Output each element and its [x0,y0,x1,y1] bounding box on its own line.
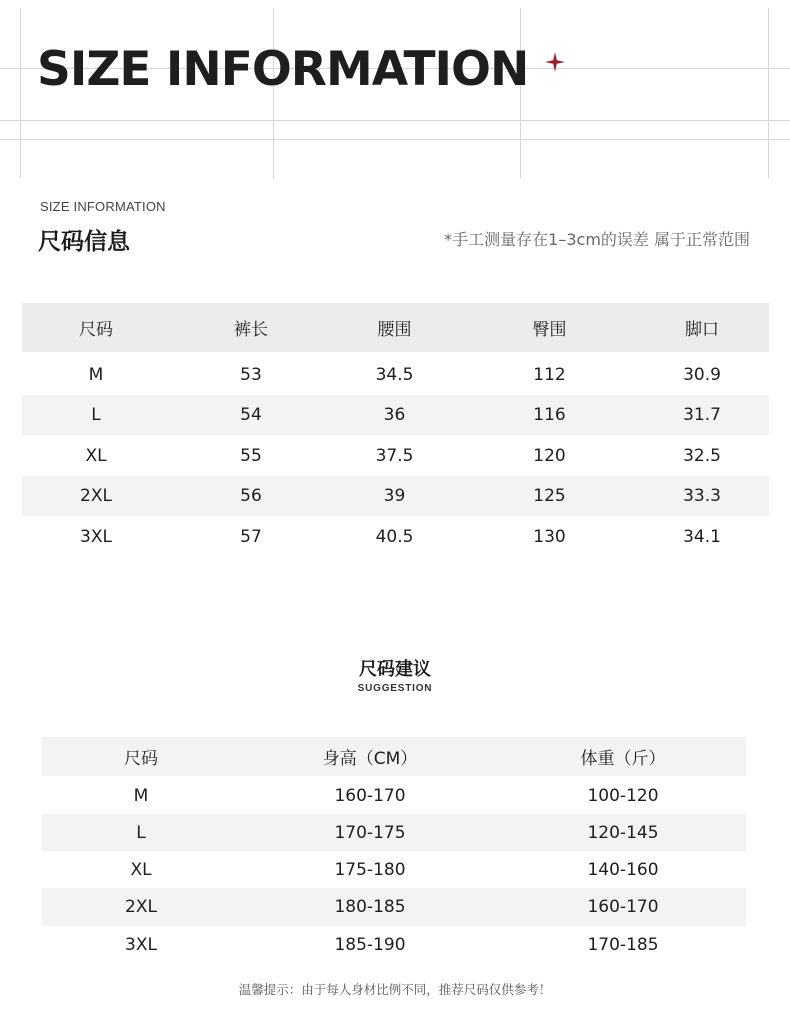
table-header-row [42,737,746,776]
section-subtitle-en: SIZE INFORMATION [40,199,166,214]
table-row [42,926,746,963]
table-cell: 53 [240,365,262,385]
table-cell: M [133,785,149,806]
table-cell: 120 [533,445,566,466]
table-cell: 140-160 [587,859,659,880]
table-cell: 39 [383,486,406,506]
table-cell: 112 [533,365,566,385]
table-cell: 2XL [80,486,112,506]
grid-line [20,8,21,178]
header-cell-weight: 体重（斤） [580,749,666,769]
page-title: SIZE INFORMATION [37,42,529,97]
table-row [42,814,746,851]
header-cell-size: 尺码 [79,320,113,340]
table-cell: M [88,365,104,385]
sparkle-star-icon [545,52,565,72]
table-cell: 170-185 [587,934,659,955]
table-cell: 30.9 [683,365,721,385]
table-cell: 31.7 [683,405,721,425]
header-cell-hip: 臀围 [532,320,567,340]
table-cell: 33.3 [683,486,721,506]
table-row [22,435,769,476]
table-cell: XL [130,859,152,880]
header-cell-height: 身高（CM） [322,749,418,769]
header-cell-waist: 腰围 [377,320,412,340]
table-cell: 54 [240,405,262,425]
table-cell: 160-170 [587,897,659,917]
table-cell: 2XL [125,897,157,917]
header-cell-length: 裤长 [234,320,268,340]
table-cell: XL [85,445,107,466]
table-row [22,516,769,558]
table-cell: 160-170 [334,785,406,806]
table-cell: 175-180 [334,859,406,880]
table-cell: L [91,405,101,425]
header-cell-size: 尺码 [124,749,158,769]
table-cell: 40.5 [375,527,414,547]
suggestion-table [42,737,746,963]
table-row [42,851,746,888]
table-cell: 37.5 [375,445,414,466]
grid-line [768,8,769,178]
table-cell: 125 [533,486,566,506]
grid-line [0,139,790,140]
table-cell: 100-120 [587,785,659,806]
grid-line [0,120,790,121]
table-cell: 55 [240,445,262,466]
table-cell: L [136,822,146,843]
size-table [22,303,769,558]
table-cell: 185-190 [334,934,406,955]
table-cell: 34.5 [375,365,414,385]
table-cell: 170-175 [334,822,406,843]
table-row [42,888,746,926]
table-cell: 130 [533,527,566,547]
table-row [22,476,769,516]
suggestion-title-cn: 尺码建议 [359,659,431,680]
table-row [22,395,769,435]
table-cell: 3XL [80,527,112,547]
section-title-cn: 尺码信息 [38,229,130,255]
suggestion-title-en: SUGGESTION [357,683,433,694]
table-cell: 56 [240,486,262,506]
table-cell: 116 [533,405,566,425]
table-header-row [22,303,769,352]
header-cell-hem: 脚口 [685,320,719,340]
measurement-note: *手工测量存在1–3cm的误差 属于正常范围 [444,230,750,249]
table-cell: 180-185 [334,897,406,917]
table-cell: 34.1 [683,527,721,547]
table-row [42,777,746,814]
footer-tip: 温馨提示：由于每人身材比例不同，推荐尺码仅供参考！ [238,982,552,997]
table-cell: 32.5 [683,445,721,466]
table-cell: 57 [240,527,262,547]
table-row [22,355,769,395]
table-cell: 3XL [125,934,157,955]
table-cell: 36 [383,405,406,425]
table-cell: 120-145 [587,822,659,843]
